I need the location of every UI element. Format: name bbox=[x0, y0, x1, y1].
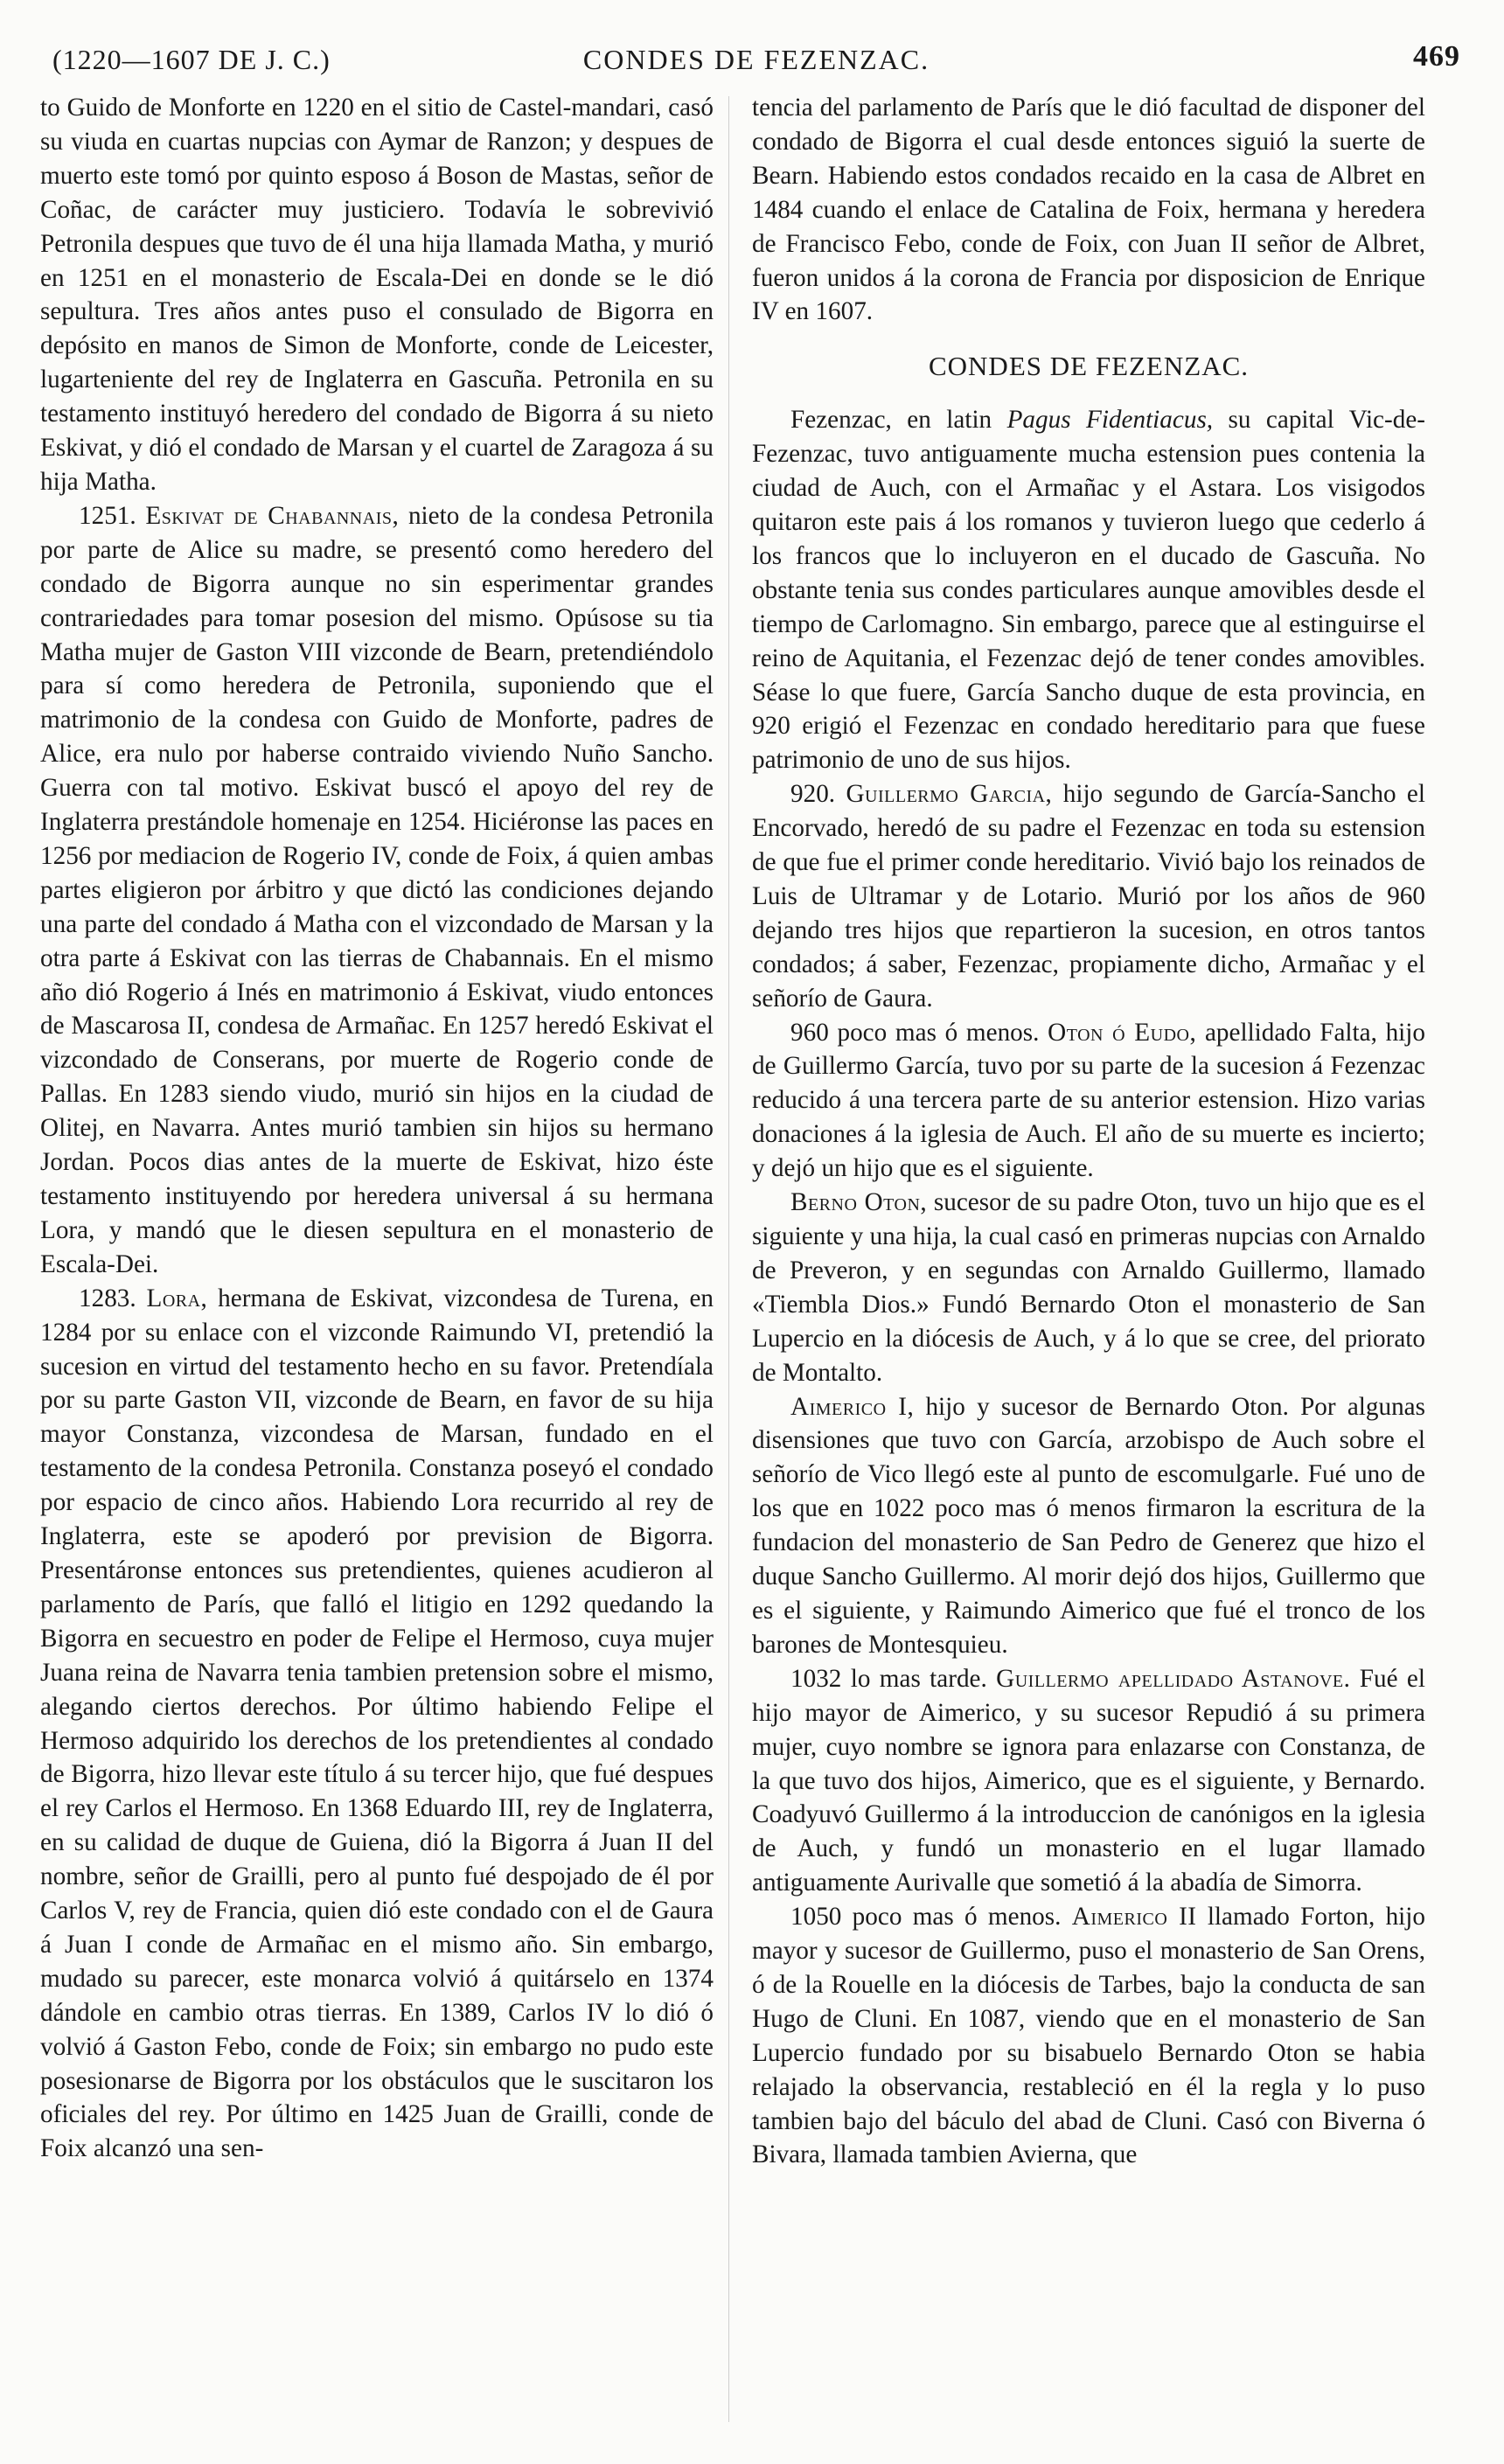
entry-text: hijo segundo de García-Sancho el Encorvado, heredó de su padre el Fezenzac en toda su estension de que fue el primer conde hereditario. Vivió bajo los reinados de Luis de Ultramar y de Lotario. Murió por los años de 960 dejando tres hijos que repartieron la sucesion, en otros tantos condados; á saber, Fezenzac, propiamente dicho, Armañac y el señorío de Gaura. bbox=[752, 780, 1425, 1013]
intro-text: Fezenzac, en latin bbox=[790, 406, 1007, 435]
entry-name: Guillermo Garcia, bbox=[846, 780, 1053, 809]
left-column bbox=[40, 91, 714, 2434]
header-title: CONDES DE FEZENZAC. bbox=[582, 44, 930, 75]
latin-name: Pagus Fidentiacus, bbox=[1006, 406, 1214, 435]
entry-guillermo-astanove bbox=[752, 1662, 1425, 1900]
entry-year: 960 poco mas ó menos. bbox=[790, 1018, 1040, 1047]
entry-berno-oton bbox=[752, 1186, 1425, 1389]
entry-guillermo-garcia bbox=[752, 777, 1425, 1015]
entry-year: 1283. bbox=[79, 1284, 136, 1312]
entry-text: llamado Forton, hijo mayor y sucesor de Guillermo, puso el monasterio de San Orens, ó de la Rouelle en la diócesis de Tarbes, bajo la conducta de san Hugo de Cluni. En 1087, viendo que en el monasterio de San Lupercio fundado por su bisabuelo Bernardo Oton se habia relajado la observancia, restableció en él la regla y lo puso tambien bajo del báculo del abad de Cluni. Casó con Biverna ó Bivara, llamada tambien Avierna, que bbox=[752, 1903, 1425, 2169]
column-divider bbox=[728, 96, 729, 2422]
header-date-range: (1220—1607 DE J. C.) bbox=[52, 44, 331, 75]
entry-text: hijo y sucesor de Bernardo Oton. Por algunas disensiones que tuvo con García, arzobispo de Auch sobre el señorío de Vico llegó este al punto de escomulgarle. Fué uno de los que en 1022 poco mas ó menos firmaron la escritura de la fundacion del monasterio de San Pedro de Generez que hizo el duque Sancho Guillermo. Al morir dejó dos hijos, Guillermo que es el siguiente, y Raimundo Aimerico que fué el tronco de los barones de Montesquieu. bbox=[752, 1392, 1425, 1659]
entry-name: Lora, bbox=[146, 1284, 208, 1312]
entry-year: 1032 lo mas tarde. bbox=[790, 1664, 987, 1693]
paragraph-continuation: to Guido de Monforte en 1220 en el sitio de Castel-mandari, casó su viuda en cuartas nupcias con Aymar de Ranzon; y despues de muerto este tomó por quinto esposo á Boson de Mastas, señor de Coñac, de carácter muy justiciero. Todavía le sobrevivió Petronila despues que tuvo de él una hija llamada Matha, y murió en 1251 en el monasterio de Escala-Dei en donde se le dió sepultura. Tres años antes puso el consulado de Bigorra en depósito en manos de Simon de Monforte, conde de Leicester, lugarteniente del rey de Inglaterra en Gascuña. Petronila en su testamento instituyó heredero del condado de Bigorra á su nieto Eskivat, y dió el condado de Marsan y el cuartel de Zaragoza á su hija Matha. bbox=[40, 94, 714, 496]
running-header bbox=[52, 38, 1460, 80]
paragraph-continuation: tencia del parlamento de París que le dió facultad de disponer del condado de Bigorra el cual desde entonces siguió la suerte de Bearn. Habiendo estos condados recaido en la casa de Albret en 1484 cuando el enlace de Catalina de Foix, hermana y heredera de Francisco Febo, conde de Foix, con Juan II señor de Albret, fueron unidos á la corona de Francia por disposicion de Enrique IV en 1607. bbox=[752, 94, 1425, 326]
entry-year: 1251. bbox=[79, 501, 136, 530]
entry-name: Berno Oton, bbox=[790, 1188, 928, 1217]
entry-name: Eskivat de Chabannais, bbox=[145, 501, 400, 530]
entry-year: 920. bbox=[790, 780, 836, 809]
entry-aimerico-ii bbox=[752, 1900, 1425, 2172]
section-heading: CONDES DE FEZENZAC. bbox=[928, 351, 1250, 382]
entry-oton bbox=[752, 1016, 1425, 1187]
entry-lora bbox=[40, 1282, 714, 2167]
entry-eskivat bbox=[40, 499, 714, 1282]
entry-name: Oton ó Eudo, bbox=[1048, 1018, 1197, 1047]
entry-text: hermana de Eskivat, vizcondesa de Turena, en 1284 por su enlace con el vizconde Raimundo VI, pretendió la sucesion en virtud del testamento hecho en su favor. Pretendíala por su parte Gaston VII, vizconde de Bearn, en favor de su hija mayor Constanza, vizcondesa de Marsan, fundado en el testamento de la condesa Petronila. Constanza poseyó el condado por espacio de cinco años. Habiendo Lora recurrido al rey de Inglaterra, este se apoderó por prevision de Bigorra. Presentáronse entonces sus pretendientes, quienes acudieron al parlamento de París, que falló el litigio en 1292 quedando la Bigorra en secuestro en poder de Felipe el Hermoso, cuya mujer Juana reina de Navarra tenia tambien pretension sobre el mismo, alegando ciertos derechos. Por último habiendo Felipe el Hermoso adquirido los derechos de los pretendientes al condado de Bigorra, hizo llevar este título á su tercer hijo, que fué despues el rey Carlos el Hermoso. En 1368 Eduardo III, rey de Inglaterra, en su calidad de duque de Guiena, dió la Bigorra á Juan II del nombre, señor de Grailli, pero al punto fué despojado de él por Carlos V, rey de Francia, quien dió este condado con el de Gaura á Juan I conde de Armañac en el mismo año. Sin embargo, mudado su parecer, este monarca volvió á quitárselo en 1374 dándole en cambio otras tierras. En 1389, Carlos IV lo dió ó volvió á Gaston Febo, conde de Foix; sin embargo no pudo este posesionarse de Bigorra por los obstáculos que le suscitaron los oficiales del rey. Por último en 1425 Juan de Grailli, conde de Foix alcanzó una sen- bbox=[40, 1284, 714, 2163]
entry-text: sucesor de su padre Oton, tuvo un hijo que es el siguiente y una hija, la cual casó en primeras nupcias con Arnaldo de Preveron, y en segundas con Arnaldo Guillermo, llamado «Tiembla Dios.» Fundó Bernardo Oton el monasterio de San Lupercio en la diócesis de Auch, y á lo que se cree, del priorato de Montalto. bbox=[752, 1188, 1425, 1387]
entry-name: Aimerico II bbox=[1071, 1903, 1197, 1932]
intro-text: su capital Vic-de-Fezenzac, tuvo antiguamente mucha estension pues contenia la ciudad de Auch, con el Armañac y el Astara. Los visigodos quitaron este pais á los romanos y tuvieron luego que cederlo á los francos que lo incluyeron en el ducado de Gascuña. No obstante tenia sus condes particulares aunque amovibles desde el tiempo de Carlomagno. Sin embargo, parece que al estinguirse el reino de Aquitania, el Fezenzac dejó de tener condes amovibles. Séase lo que fuere, García Sancho duque de esta provincia, en 920 erigió el Fezenzac en condado hereditario para que fuese patrimonio de uno de sus hijos. bbox=[752, 406, 1425, 775]
right-column bbox=[752, 91, 1425, 2434]
entry-name: Guillermo apellidado Astanove. bbox=[996, 1664, 1351, 1693]
entry-year: 1050 poco mas ó menos. bbox=[790, 1903, 1062, 1932]
entry-text: nieto de la condesa Petronila por parte de Alice su madre, se presentó como heredero del condado de Bigorra aunque no sin esperimentar grandes contrariedades para tomar posesion del mismo. Opúsose su tia Matha mujer de Gaston VIII vizconde de Bearn, pretendiéndolo para sí como heredera de Petronila, suponiendo que el matrimonio de la condesa con Guido de Monforte, padres de Alice, era nulo por haberse contraido viviendo Nuño Sancho. Guerra con tal motivo. Eskivat buscó el apoyo del rey de Inglaterra prestándole homenaje en 1254. Hiciéronse las paces en 1256 por mediacion de Rogerio IV, conde de Foix, á quien ambas partes eligieron por árbitro y que dictó las condiciones dejando una parte del condado á Matha con el vizcondado de Marsan y la otra parte á Eskivat con las tierras de Chabannais. En el mismo año dió Rogerio á Inés en matrimonio á Eskivat, viudo entonces de Mascarosa II, condesa de Armañac. En 1257 heredó Eskivat el vizcondado de Conserans, por muerte de Rogerio conde de Pallas. En 1283 siendo viudo, murió sin hijos en la ciudad de Olitej, en Navarra. Antes murió tambien sin hijos su hermano Jordan. Pocos dias antes de la muerte de Eskivat, hizo éste testamento instituyendo por heredera universal á su hermana Lora, y mandó que le diesen sepultura en el monasterio de Escala-Dei. bbox=[40, 501, 714, 1278]
section-intro bbox=[752, 403, 1425, 777]
entry-aimerico-i bbox=[752, 1390, 1425, 1662]
page-number: 469 bbox=[1413, 40, 1460, 73]
entry-text: apellidado Falta, hijo de Guillermo García, tuvo por su parte de la sucesion á Fezenzac reducido á una tercera parte de su anterior estension. Hizo varias donaciones á la iglesia de Auch. El año de su muerte es incierto; y dejó un hijo que es el siguiente. bbox=[752, 1018, 1425, 1183]
entry-text: Fué el hijo mayor de Aimerico, y su sucesor Repudió á su primera mujer, cuyo nombre se ignora para enlazarse con Constanza, de la que tuvo dos hijos, Aimerico, que es el siguiente, y Bernardo. Coadyuvó Guillermo á la introduccion de canónigos en la iglesia de Auch, y fundó un monasterio en el lugar llamado antiguamente Aurivalle que sometió á la abadía de Simorra. bbox=[752, 1664, 1425, 1897]
entry-name: Aimerico I, bbox=[790, 1392, 915, 1421]
